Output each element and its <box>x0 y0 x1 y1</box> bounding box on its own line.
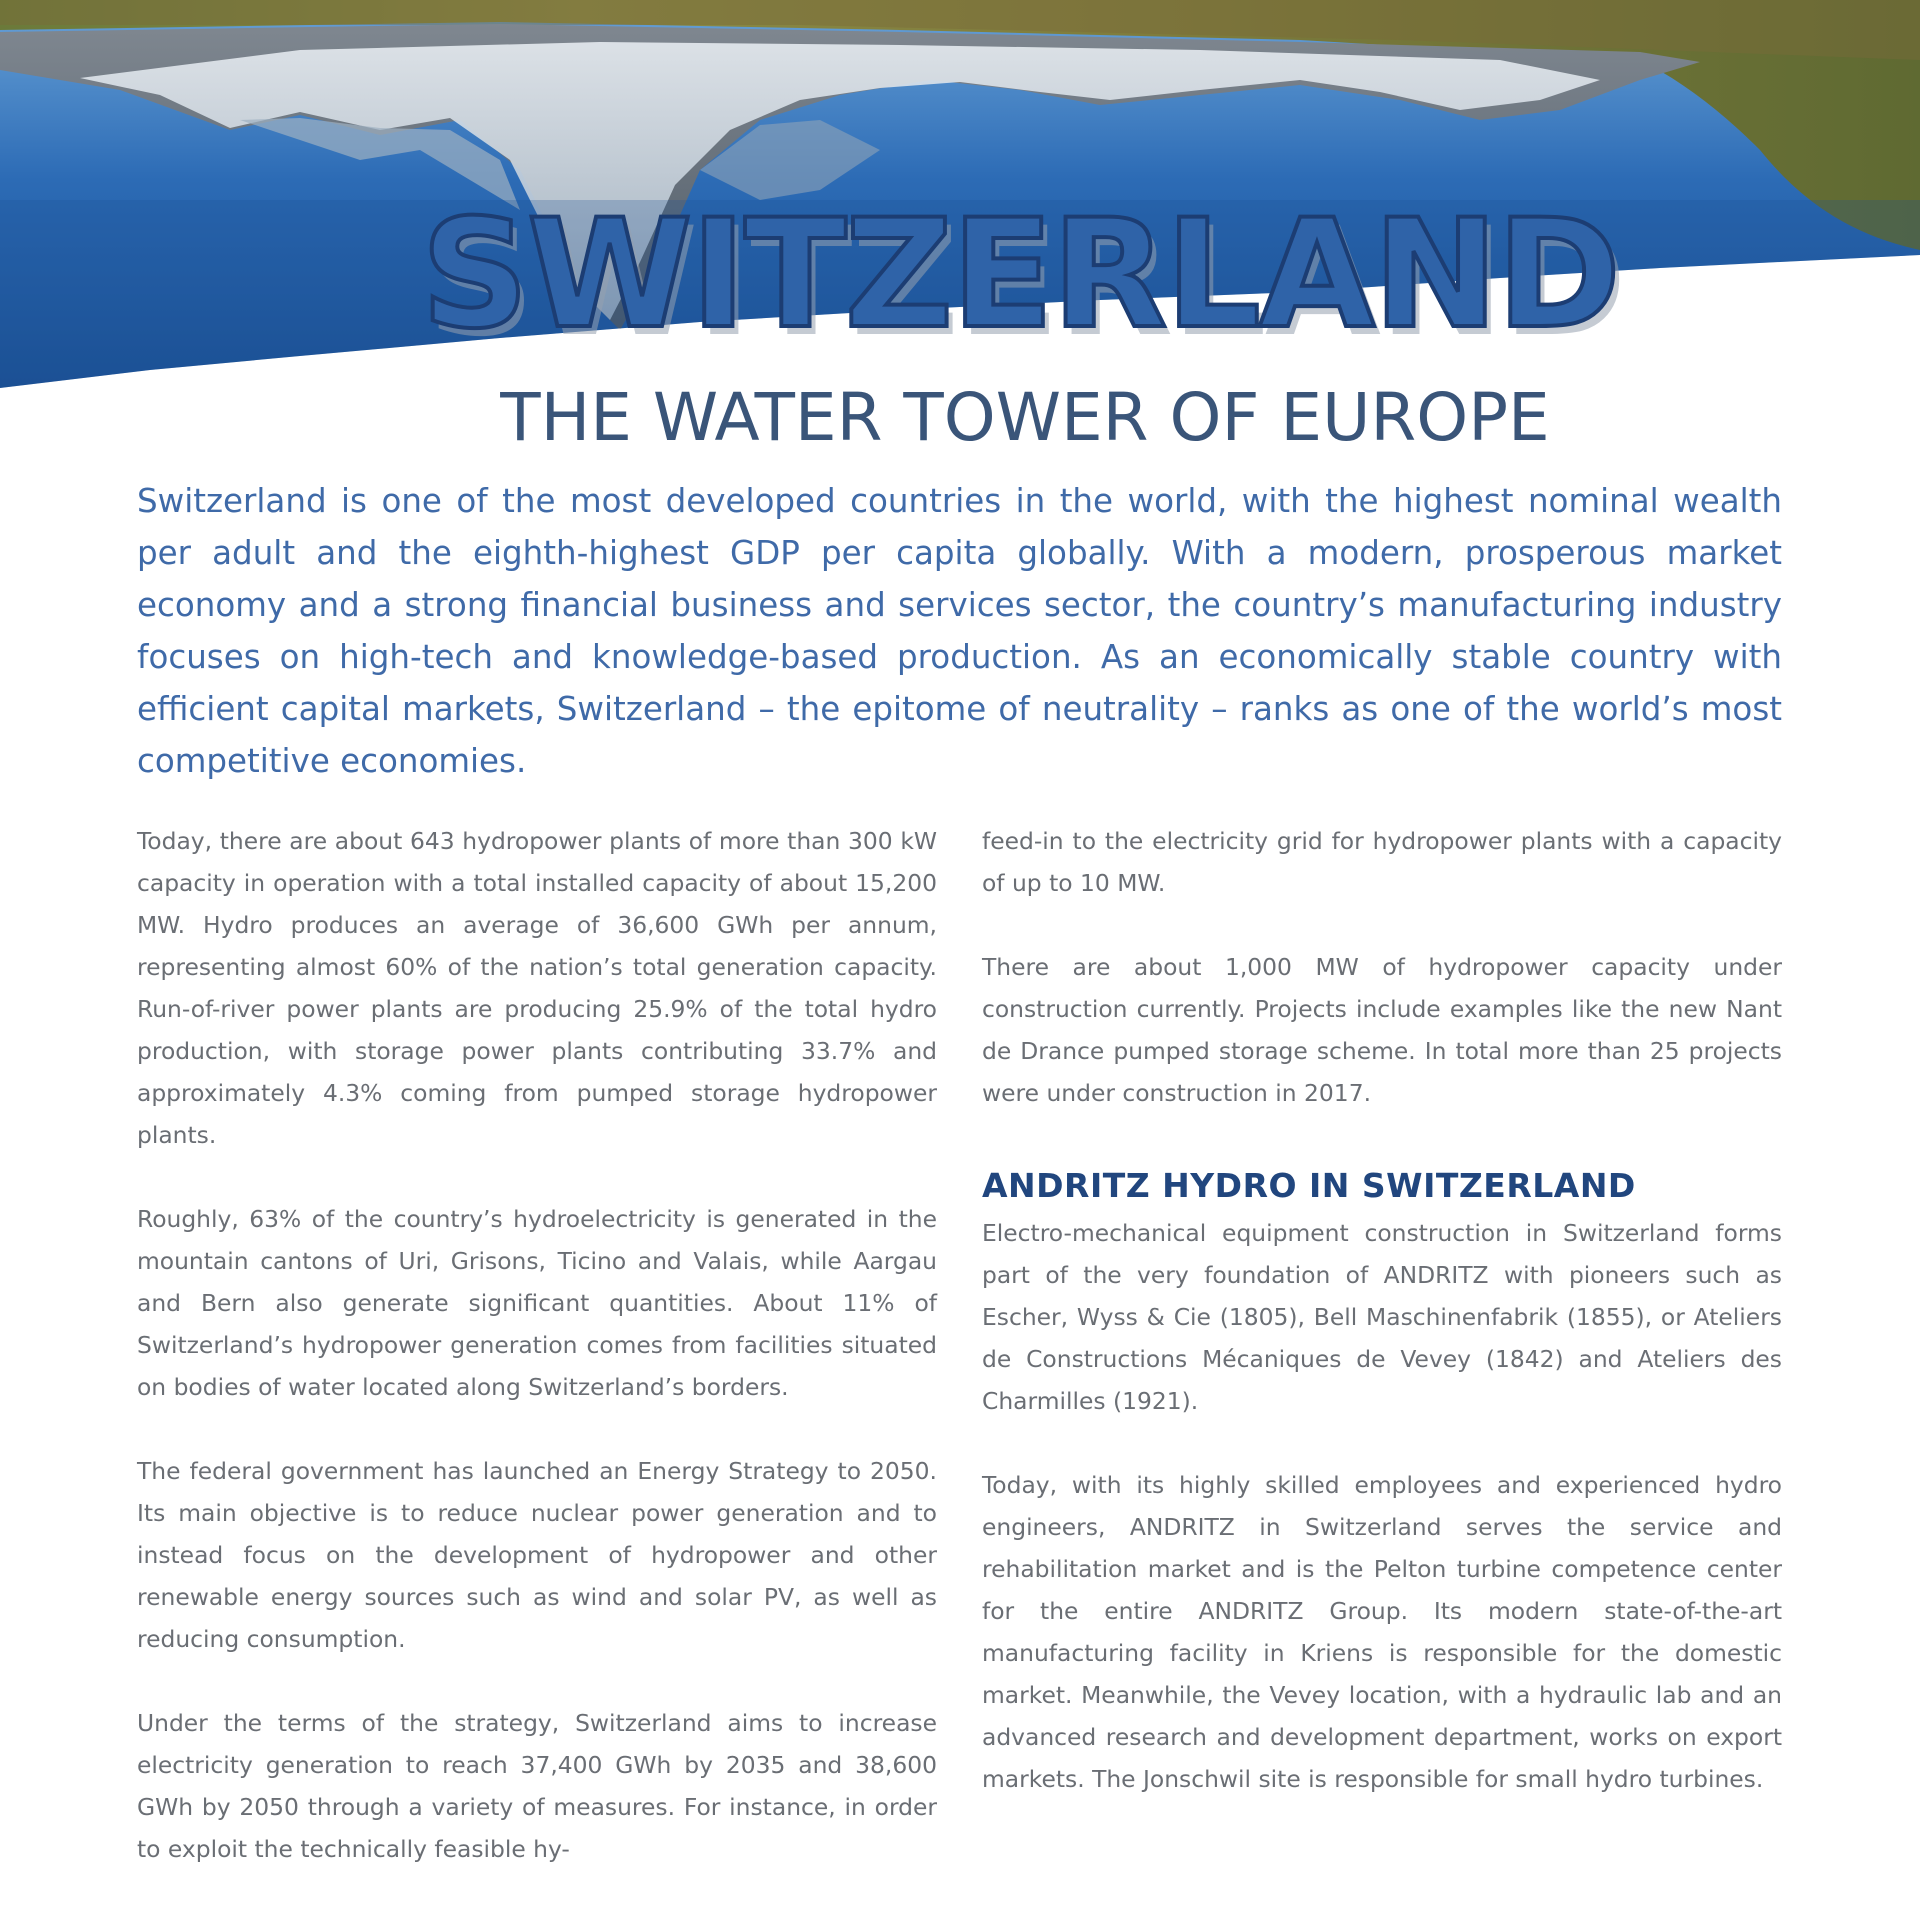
right-paragraph-3: Electro-mechanical equipment construction in Switzerland forms part of the very foundation of ANDRITZ with pioneers such as Escher, Wyss & Cie (1805), Bell Maschinenfabrik (1855), or Ateliers de Constructions Mécaniques de Vevey (1842) and Ateliers des Charmilles (1921). <box>982 1219 1782 1415</box>
left-paragraph-1: Today, there are about 643 hydropower plants of more than 300 kW capacity in operation with a total installed capacity of about 15,200 MW. Hydro produces an average of 36,600 GWh per annum, representing almost 60% of the nation’s total generation capacity. Run-of-river power plants are producing 25.9% of the total hydro production, with storage power plants contributing 33.7% and approximately 4.3% coming from pumped storage hydropower plants. <box>137 827 937 1149</box>
left-paragraph-4: Under the terms of the strategy, Switzerland aims to increase electricity generation to reach 37,400 GWh by 2035 and 38,600 GWh by 2050 through a variety of measures. For instance, in order to exploit the technically feasible hy- <box>137 1709 937 1863</box>
right-column <box>982 820 1782 1842</box>
left-paragraph-2: Roughly, 63% of the country’s hydroelectricity is generated in the mountain cantons of Uri, Grisons, Ticino and Valais, while Aargau and Bern also generate significant quantities. About 11% of Switzerland’s hydropower generation comes from facilities situated on bodies of water located along Switzerland’s borders. <box>137 1205 937 1401</box>
left-paragraph-3: The federal government has launched an Energy Strategy to 2050. Its main objective is to reduce nuclear power generation and to instead focus on the development of hydropower and other renewable energy sources such as wind and solar PV, as well as reducing consumption. <box>137 1457 937 1653</box>
intro-paragraph: Switzerland is one of the most developed countries in the world, with the highest nominal wealth per adult and the eighth-highest GDP per capita globally. With a modern, prosperous market economy and a strong financial business and services sector, the country’s manufacturing industry focuses on high-tech and knowledge-based production. As an economically stable country with efficient capital markets, Switzerland – the epitome of neutrality – ranks as one of the world’s most competitive economies. <box>137 482 1782 780</box>
right-paragraph-2: There are about 1,000 MW of hydropower capacity under construction currently. Projects include examples like the new Nant de Drance pumped storage scheme. In total more than 25 projects were under construction in 2017. <box>982 953 1782 1107</box>
left-column <box>137 820 937 1912</box>
section-heading: ANDRITZ HYDRO IN SWITZERLAND <box>982 1166 1636 1205</box>
page-title-text: SWITZERLAND <box>420 188 1620 362</box>
page-subtitle <box>0 378 1920 458</box>
page-title <box>0 190 1920 360</box>
right-paragraph-4: Today, with its highly skilled employees and experienced hydro engineers, ANDRITZ in Switzerland serves the service and rehabilitation market and is the Pelton turbine competence center for the entire ANDRITZ Group. Its modern state-of-the-art manufacturing facility in Kriens is responsible for the domestic market. Meanwhile, the Vevey location, with a hydraulic lab and an advanced research and development department, works on export markets. The Jonschwil site is responsible for small hydro turbines. <box>982 1471 1782 1793</box>
right-paragraph-1: feed-in to the electricity grid for hydropower plants with a capacity of up to 10 MW. <box>982 827 1782 897</box>
page-subtitle-text: THE WATER TOWER OF EUROPE <box>500 379 1550 456</box>
